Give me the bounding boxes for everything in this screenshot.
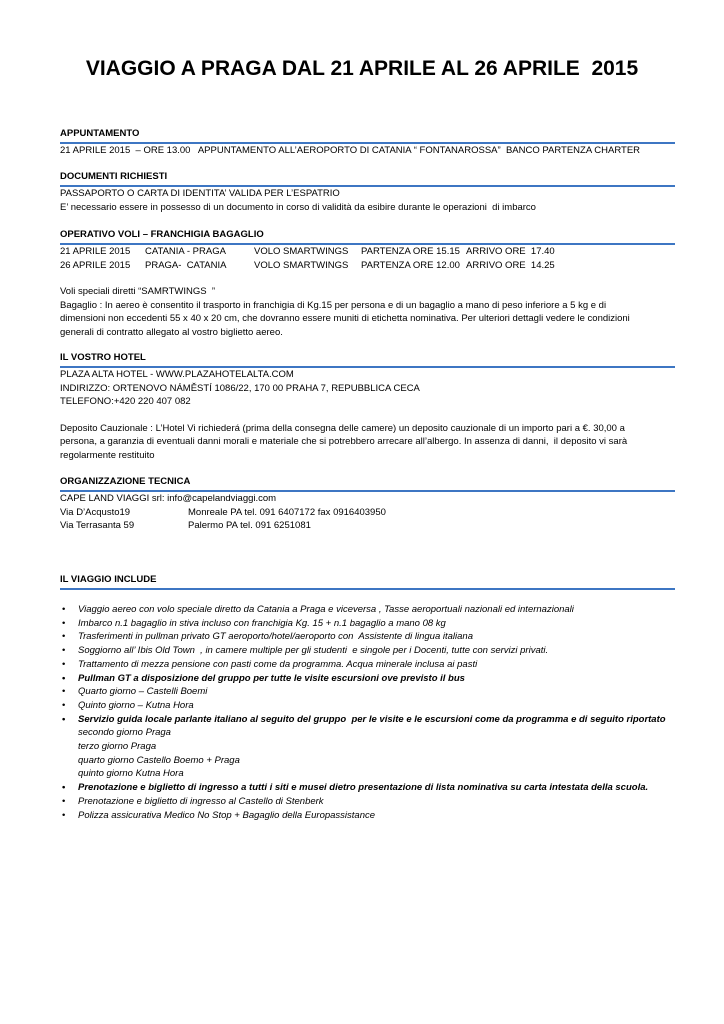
- note-line: generali di contratto allegato al vostro biglietto aereo.: [60, 326, 283, 338]
- list-item: • Imbarco n.1 bagaglio in stiva incluso con franchigia Kg. 15 + n.1 bagaglio a mano 08 kg: [62, 617, 446, 629]
- address-contact: Monreale PA tel. 091 6407172 fax 0916403950: [188, 506, 386, 518]
- section-hotel: [60, 351, 675, 462]
- agency-line: CAPE LAND VIAGGI srl: info@capelandviaggi.com: [60, 493, 277, 504]
- bullet-icon: •: [62, 672, 66, 684]
- list-item: • Quinto giorno – Kutna Hora: [62, 699, 194, 711]
- address-contact: Palermo PA tel. 091 6251081: [188, 520, 311, 531]
- flight-arrival: ARRIVO ORE 14.25: [466, 259, 555, 271]
- flight-route: CATANIA - PRAGA: [145, 246, 226, 257]
- bullet-icon: •: [62, 631, 66, 643]
- section-heading: ORGANIZZAZIONE TECNICA: [60, 475, 675, 492]
- list-item: • Servizio guida locale parlante italiano al seguito del gruppo per le visite e le escursioni come da programma e di seguito riportato: [62, 713, 666, 725]
- flight-departure: PARTENZA ORE 12.00: [361, 259, 460, 271]
- flight-date: 21 APRILE 2015: [60, 246, 131, 257]
- flight-date: 26 APRILE 2015: [60, 259, 131, 271]
- flight-route: PRAGA- CATANIA: [145, 259, 227, 271]
- list-item: • Prenotazione e biglietto di ingresso al Castello di Stenberk: [62, 795, 324, 807]
- note-line: dimensioni non eccedenti 55 x 40 x 20 cm, che dovranno essere muniti di etichetta nominativa. Per ulteriori dettagli vedere le condizioni: [60, 313, 630, 324]
- list-item: • Trattamento di mezza pensione con pasti come da programma. Acqua minerale inclusa ai pasti: [62, 658, 478, 670]
- list-item: • Quarto giorno – Castelli Boemi: [62, 686, 208, 698]
- section-heading: IL VOSTRO HOTEL: [60, 351, 675, 368]
- flight-row: [60, 259, 675, 273]
- hotel-line: PLAZA ALTA HOTEL - WWW.PLAZAHOTELALTA.COM: [60, 369, 294, 380]
- flight-carrier: VOLO SMARTWINGS: [254, 246, 349, 257]
- bullet-icon: •: [62, 795, 66, 807]
- section-heading: IL VIAGGIO INCLUDE: [60, 573, 675, 590]
- section-organizzazione: [60, 475, 675, 533]
- section-include: [60, 573, 675, 590]
- bullet-icon: •: [62, 686, 66, 698]
- note-line: Voli speciali diretti “SAMRTWINGS ”: [60, 286, 216, 297]
- list-item: • Viaggio aereo con volo speciale diretto da Catania a Praga e viceversa , Tasse aeroportuali nazionali ed internazionali: [62, 604, 574, 615]
- list-item: • Polizza assicurativa Medico No Stop + Bagaglio della Europassistance: [62, 809, 376, 821]
- hotel-line: TELEFONO:+420 220 407 082: [60, 396, 191, 407]
- address-row: [60, 519, 675, 533]
- bullet-icon: •: [62, 809, 66, 821]
- include-list: [60, 603, 680, 822]
- bullet-icon: •: [62, 782, 66, 794]
- list-subitem: secondo giorno Praga: [78, 727, 171, 739]
- address-street: Via D’Acqusto19: [60, 506, 131, 518]
- bullet-icon: •: [62, 658, 66, 670]
- document-line: PASSAPORTO O CARTA DI IDENTITA’ VALIDA PER L’ESPATRIO: [60, 188, 340, 199]
- hotel-line: INDIRIZZO: ORTENOVO NÁMĚSTÍ 1086/22, 170 00 PRAHA 7, REPUBBLICA CECA: [60, 382, 420, 394]
- bullet-icon: •: [62, 645, 66, 657]
- bullet-icon: •: [62, 617, 66, 629]
- flight-carrier: VOLO SMARTWINGS: [254, 259, 349, 271]
- bullet-icon: •: [62, 604, 66, 615]
- section-voli: [60, 228, 675, 339]
- address-row: [60, 506, 675, 520]
- section-heading: DOCUMENTI RICHIESTI: [60, 170, 675, 187]
- deposit-note: [60, 422, 675, 463]
- address-street: Via Terrasanta 59: [60, 520, 135, 531]
- page-title: VIAGGIO A PRAGA DAL 21 APRILE AL 26 APRILE 2015: [85, 57, 639, 80]
- section-documenti: [60, 170, 675, 214]
- list-item: • Pullman GT a disposizione del gruppo per tutte le visite escursioni ove previsto il bus: [62, 672, 465, 684]
- appointment-text: 21 APRILE 2015 – ORE 13.00 APPUNTAMENTO ALL’AEROPORTO DI CATANIA “ FONTANAROSSA” BANCO PARTENZA CHARTER: [60, 145, 641, 156]
- flight-arrival: ARRIVO ORE 17.40: [466, 246, 555, 257]
- document-line: E’ necessario essere in possesso di un documento in corso di validità da esibire durante le operazioni di imbarco: [60, 201, 536, 213]
- deposit-line: persona, a garanzia di eventuali danni morali e materiale che si potrebbero arrecare all’albergo. In assenza di danni, il deposito vi sarà: [60, 436, 628, 447]
- bullet-icon: •: [62, 713, 66, 725]
- deposit-line: regolarmente restituito: [60, 449, 155, 461]
- section-appuntamento: [60, 127, 675, 158]
- list-subitem: quinto giorno Kutna Hora: [78, 768, 184, 780]
- section-heading: OPERATIVO VOLI – FRANCHIGIA BAGAGLIO: [60, 228, 675, 245]
- list-subitem: terzo giorno Praga: [78, 741, 157, 753]
- section-heading: APPUNTAMENTO: [60, 127, 675, 144]
- deposit-line: Deposito Cauzionale : L’Hotel Vi richiederá (prima della consegna delle camere) un deposito cauzionale di un importo pari a €. 30,00 a: [60, 422, 625, 434]
- note-line: Bagaglio : In aereo è consentito il trasporto in franchigia di Kg.15 per persona e di un bagaglio a mano di peso inferiore a 5 kg e di: [60, 299, 607, 311]
- baggage-note: [60, 285, 675, 339]
- list-subitem: quarto giorno Castello Boemo + Praga: [78, 754, 240, 766]
- flight-row: [60, 245, 675, 259]
- list-item: • Trasferimenti in pullman privato GT aeroporto/hotel/aeroporto con Assistente di lingua italiana: [62, 631, 473, 643]
- list-item: • Soggiorno all’ Ibis Old Town , in camere multiple per gli studenti e singole per i Docenti, tutte con servizi privati.: [62, 645, 549, 657]
- list-item: • Prenotazione e biglietto di ingresso a tutti i siti e musei dietro presentazione di lista nominativa su carta intestata della scuola.: [62, 782, 649, 794]
- bullet-icon: •: [62, 699, 66, 711]
- flight-departure: PARTENZA ORE 15.15: [361, 246, 460, 257]
